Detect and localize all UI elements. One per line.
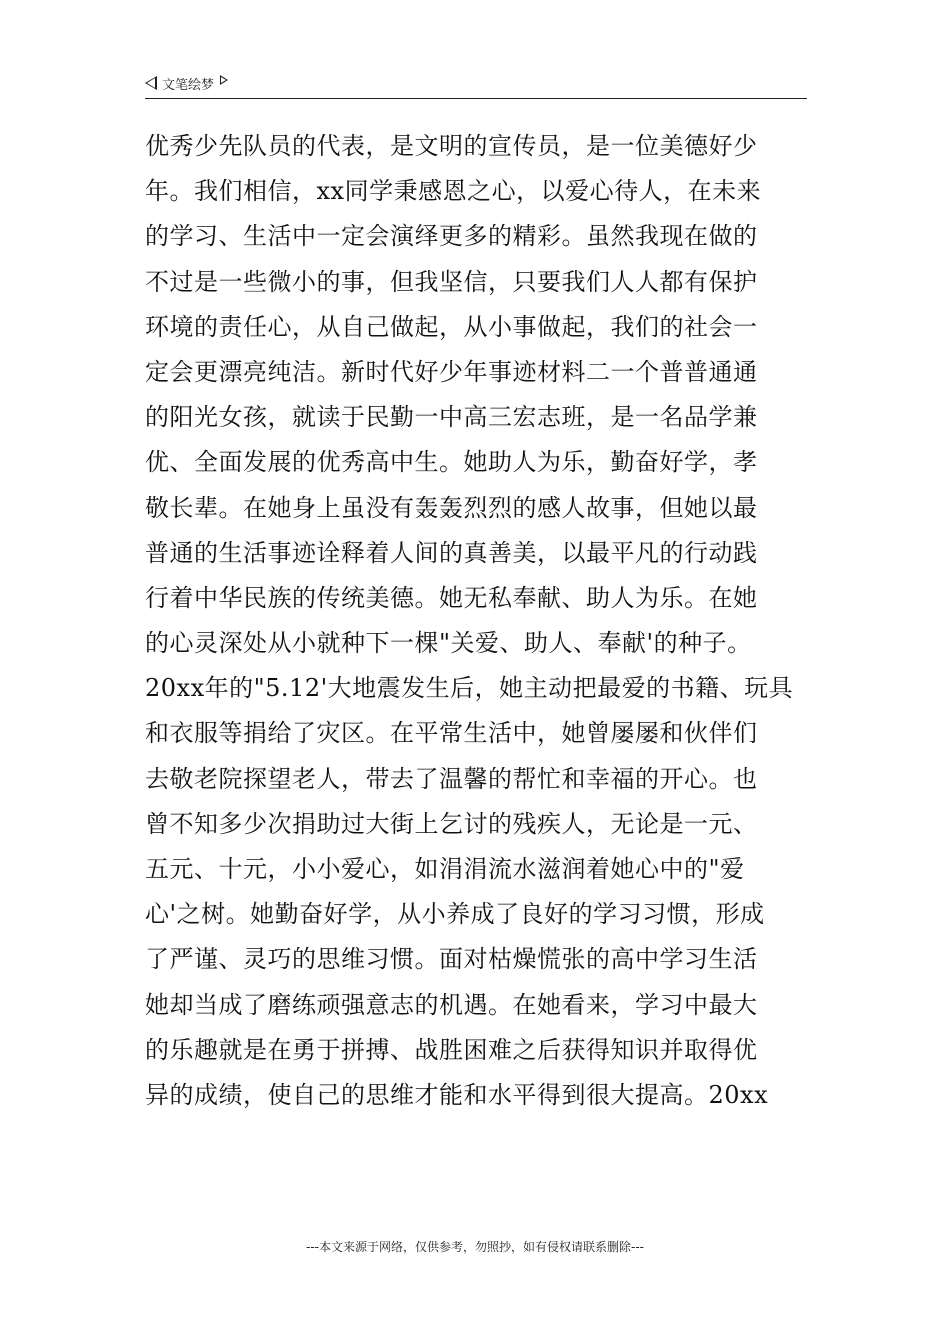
text-line: 敬长辈。在她身上虽没有轰轰烈烈的感人故事，但她以最 — [145, 493, 758, 522]
text-line: 和衣服等捐给了灾区。在平常生活中，她曾屡屡和伙伴们 — [145, 719, 758, 748]
brand-name: 文笔绘梦 — [162, 77, 215, 93]
footer-disclaimer: ---本文来源于网络，仅供参考，勿照抄，如有侵权请联系删除--- — [306, 1240, 644, 1254]
right-triangle-icon — [220, 75, 228, 85]
text-line: 五元、十元，小小爱心，如涓涓流水滋润着她心中的"爱 — [145, 855, 745, 883]
text-line: 行着中华民族的传统美德。她无私奉献、助人为乐。在她 — [145, 583, 758, 612]
text-line: 的学习、生活中一定会演绎更多的精彩。虽然我现在做的 — [145, 222, 758, 251]
text-line: 去敬老院探望老人，带去了温馨的帮忙和幸福的开心。也 — [145, 764, 758, 793]
text-line: 定会更漂亮纯洁。新时代好少年事迹材料二一个普普通通 — [145, 357, 758, 386]
text-line: 20xx年的"5.12'大地震发生后，她主动把最爱的书籍、玩具 — [145, 674, 794, 703]
text-line: 的阳光女孩，就读于民勤一中高三宏志班，是一名品学兼 — [145, 403, 758, 432]
text-line: 环境的责任心，从自己做起，从小事做起，我们的社会一 — [145, 312, 758, 341]
text-line: 不过是一些微小的事，但我坚信，只要我们人人都有保护 — [145, 267, 758, 296]
text-line: 优秀少先队员的代表，是文明的宣传员，是一位美德好少 — [145, 132, 758, 160]
left-triangle-icon — [145, 76, 157, 90]
text-line: 了严谨、灵巧的思维习惯。面对枯燥慌张的高中学习生活 — [145, 945, 758, 974]
body-text — [145, 124, 815, 1118]
text-line: 心'之树。她勤奋好学，从小养成了良好的学习习惯，形成 — [145, 900, 765, 929]
text-line: 的心灵深处从小就种下一棵"关爱、助人、奉献'的种子。 — [145, 629, 752, 658]
page-header — [145, 72, 807, 99]
text-line: 优、全面发展的优秀高中生。她助人为乐，勤奋好学，孝 — [145, 448, 758, 477]
text-line: 她却当成了磨练顽强意志的机遇。在她看来，学习中最大 — [145, 990, 758, 1019]
text-line: 的乐趣就是在勇于拼搏、战胜困难之后获得知识并取得优 — [145, 1035, 758, 1064]
text-line: 曾不知多少次捐助过大街上乞讨的残疾人，无论是一元、 — [145, 809, 758, 838]
brand — [145, 72, 228, 94]
text-line: 普通的生活事迹诠释着人间的真善美，以最平凡的行动践 — [145, 538, 758, 567]
text-line: 年。我们相信，xx同学秉感恩之心，以爱心待人，在未来 — [145, 177, 762, 206]
text-line: 异的成绩，使自己的思维才能和水平得到很大提高。20xx — [145, 1080, 769, 1109]
